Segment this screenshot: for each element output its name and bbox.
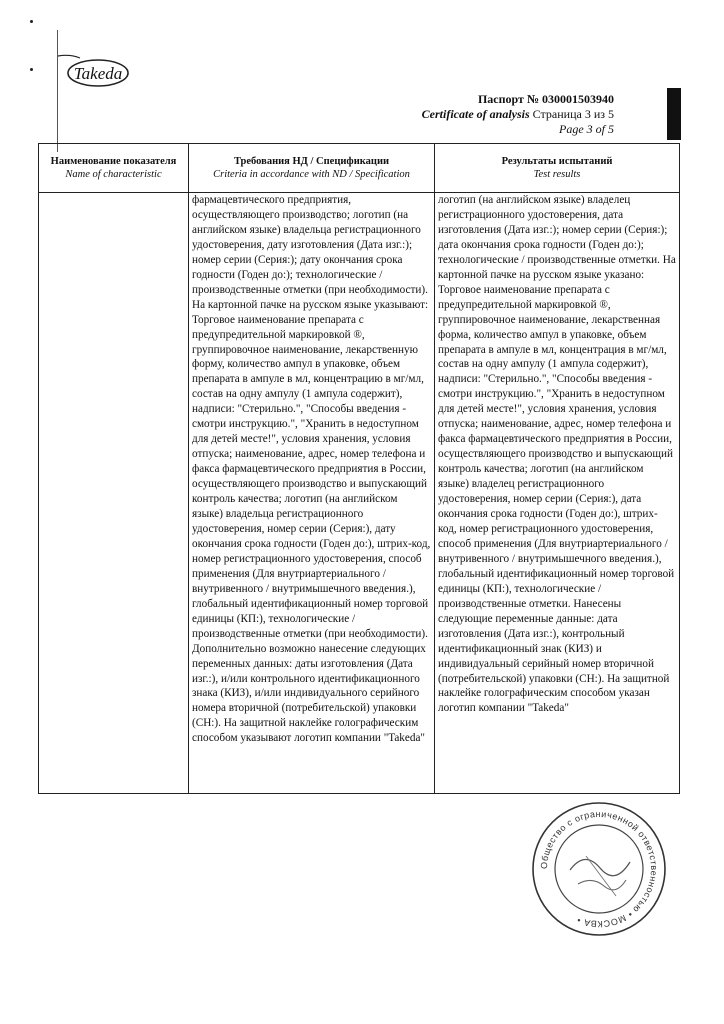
passport-label: Паспорт № — [477, 92, 539, 106]
table-row — [39, 193, 680, 794]
characteristic-cell — [39, 193, 189, 794]
certificate-line — [422, 107, 614, 121]
black-marker — [667, 88, 681, 140]
takeda-logo — [40, 48, 140, 96]
passport-line — [478, 92, 614, 106]
scan-dot — [30, 68, 33, 71]
certificate-label: Certificate of analysis — [421, 107, 530, 121]
col-name-header: Наименование показателя Name of characteristic — [39, 144, 189, 193]
col-requirements-header: Требования НД / Спецификации Criteria in accordance with ND / Specification — [189, 144, 435, 193]
requirements-cell: фармацевтического предприятия, осуществляющего производство; логотип (на английском языке) владельца регистрационного удостоверения, дату изготовления (Дата изг.:); номер серии (Серия:); дату окончания срока годности (Годен до:); технологические / производственные отметки (при необходимости). На картонной пачке на русском языке указывают: Торговое наименование препарата с предупредительной маркировкой ®, группировочное наименование, лекарственную форму, количество ампул в упаковке, объем препарата в ампуле в мл, концентрацию в мг/мл, состав на одну ампулу (1 ампула содержит), надписи: "Стерильно.", "Способы введения - смотри инструкцию.", "Хранить в недоступном для детей месте!", условия хранения, условия отпуска; наименование, адрес, номер телефона и факса фармацевтического предприятия в России, осуществляющего производство и выпускающий контроль качества; логотип (на английском языке) владельца регистрационного удостоверения, номер серии (Серия:), дату окончания срока годности (Годен до:), штрих-код, номер регистрационного удостоверения, способ применения (Для внутриартериального / внутривенного / внутримышечного введения.), глобальный идентификационный номер торговой единицы (КП:), технологические / производственные отметки (при необходимости). Дополнительно возможно нанесение следующих переменных данных: даты изготовления (Дата изг.:), и/или контрольного идентификационного знака (КИЗ), и/или индивидуального серийного номера вторичной (потребительской) упаковки (СН:). На защитной наклейке голографическим способом указывают логотип компании "Takeda" — [189, 193, 435, 794]
passport-number: 030001503940 — [542, 92, 614, 106]
table-header-row — [39, 144, 680, 193]
results-cell: логотип (на английском языке) владелец регистрационного удостоверения, дата изготовления (Дата изг.:); номер серии (Серия:); дата окончания срока годности (Годен до:); технологические / производственные отметки. На картонной пачке на русском языке указано: Торговое наименование препарата с предупредительной маркировкой ®, группировочное наименование, лекарственная форма, количество ампул в упаковке, объем препарата в ампуле в мл, концентрация в мг/мл, состав на одну ампулу (1 ампула содержит), надписи: "Стерильно.", "Способы введения - смотри инструкцию.", "Хранить в недоступном для детей месте!", условия хранения, условия отпуска; наименование, адрес, номер телефона и факса фармацевтического предприятия в России, осуществляющего производство и выпускающий контроль качества; логотип (на английском языке) владелец регистрационного удостоверения, номер серии (Серия:), дата окончания срока годности (Годен до:), штрих-код, номер регистрационного удостоверения, способ применения (Для внутриартериального / внутривенного / внутримышечного введения.), глобальный идентификационный номер торговой единицы (КП:), технологические / производственные отметки. Нанесены следующие переменные данные: дата изготовления (Дата изг.:), контрольный идентификационный знак (КИЗ) и индивидуальный серийный номер вторичной (потребительской) упаковки (СН:). На защитной наклейке голографическим способом указан логотип компании "Takeda" — [435, 193, 680, 794]
scan-dot — [30, 20, 33, 23]
company-stamp — [530, 800, 668, 938]
analysis-table — [38, 143, 680, 794]
page-en: Page 3 of 5 — [559, 122, 614, 136]
svg-text:Общество с ограниченной ответс: Общество с ограниченной ответственностью • МОСКВА • — [538, 808, 660, 930]
col-results-header: Результаты испытаний Test results — [435, 144, 680, 193]
page-ru: Страница 3 из 5 — [532, 107, 614, 121]
svg-text:Takeda: Takeda — [73, 64, 123, 83]
